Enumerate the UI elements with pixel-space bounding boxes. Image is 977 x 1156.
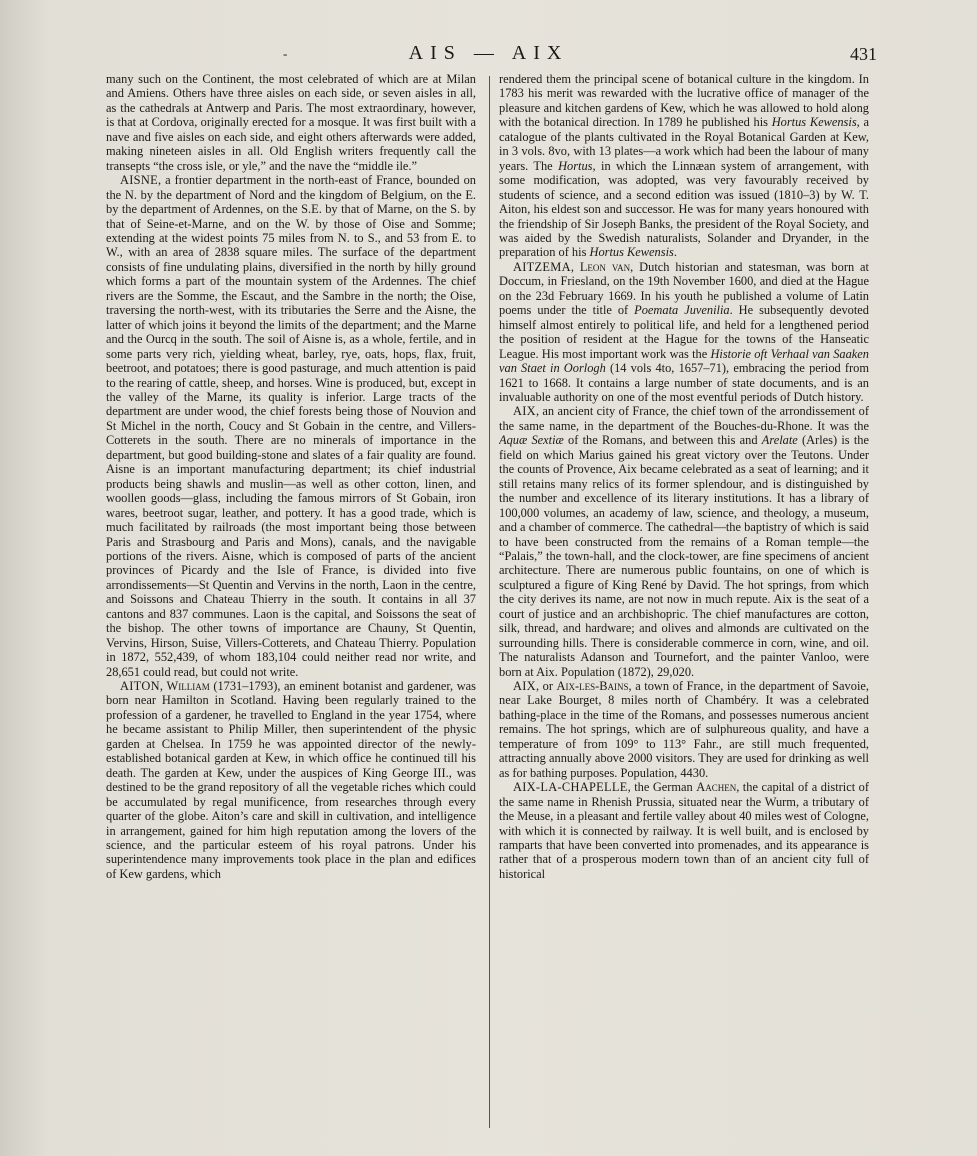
aiton-entry: AITON, William (1731–1793), an eminent botanist and gardener, was born near Hamilton in Scotland. Having been regularly trained to the profession of a gardener, he travelled to England in the year 1754, where he became assistant to Philip Miller, then superintendent of the physic garden at Chelsea. In 1759 he was appointed director of the newly-established botanical garden at Kew, in which office he continued till his death. The garden at Kew, under the auspices of King George III., was destined to be the grand repository of all the vegetable riches which could be accumulated by regal munificence, from researches through every quarter of the globe. Aiton’s care and skill in cultivation, and intelligence in arrangement, gained for him high reputation among the lovers of the science, and the particular esteem of his royal patrons. Under his superintendence many improvements took place in the plan and edifices of Kew gardens, which (106, 679, 476, 881)
aisle-entry-continuation: many such on the Continent, the most celebrated of which are at Milan and Amiens. Others have three aisles on each side, or seven aisles in all, as the cathedrals at Antwerp and Paris. The most extraordinary, however, is that at Cordova, originally erected for a mosque. It was first built with a nave and five aisles on each side, and eight others afterwards were added, making nineteen aisles in all. Old English writers frequently call the transepts “the cross isle, or yle,” and the nave the “middle ile.” (106, 72, 476, 173)
aix-text-b: of the Romans, and between this and (563, 433, 762, 448)
aix-text-a: , an ancient city of France, the chief town of the arrondissement of the same name, in the department of the Bouches-du-Rhone. It was the (499, 404, 869, 433)
poemata-title: Poemata Juvenilia (634, 303, 730, 318)
aix-headword: AIX (513, 404, 536, 419)
aiton-cont-text-c: , in which the Linnæan system of arrangement, with some modification, was adopted, was very favourably received by students of science, and a second edition was issued (1810–3) by W. T. Aiton, his eldest son and successor. He was for many years honoured with the friendship of Sir Joseph Banks, the president of the Royal Society, and was aided by the Swedish naturalists, Solander and Dryander, in the preparation of his (499, 158, 869, 260)
aisne-text: , a frontier department in the north-east of France, bounded on the N. by the department of Nord and the kingdom of Belgium, on the E. by the department of Ardennes, on the S.E. by that of Marne, on the S. by that of Seine-et-Marne, and on the W. by those of Oise and Somme; extending at the widest points 75 miles from N. to S., and 53 from E. to W., with an area of 2838 square miles. The surface of the department consists of fine undulating plains, diversified in the north by hilly ground which forms a part of the mountain system of the Ardennes. The chief rivers are the Somme, the Escaut, and the Sambre in the north; the Oise, traversing the north-west, with its tributaries the Serre and the Aisne, the latter of which joins it beyond the limits of the department; and the Marne and the Ourcq in the south. The soil of Aisne is, as a whole, fertile, and in some parts very rich, yielding wheat, barley, rye, oats, hops, flax, fruit, beetroot, and potatoes; there is good pasturage, and much attention is paid to the rearing of cattle, sheep, and horses. Wine is produced, but, except in the valley of the Marne, its quality is inferior. Large tracts of the department are under wood, the chief forests being those of Nouvion and St Michel in the north, Coucy and St Gobain in the centre, and Villers-Cotterets in the south. There are no minerals of importance in the department, but good building-stone and slates of a fair quality are found. Aisne is an important manufacturing department; its chief industrial products being shawls and muslin—as well as other cotton, linen, and woollen goods—glass, including the famous mirrors of St Gobain, iron wares, beetroot sugar, leather, and pottery. It has a good trade, which is much facilitated by railroads (the most important being those between Paris and Strasbourg and Paris and Mons), canals, and the navigable portions of the rivers. Aisne, which is composed of parts of the ancient provinces of Picardy and the Isle of France, is divided into five arrondissements—St Quentin and Vervins in the north, Laon in the centre, and Soissons and Chateau Thierry in the south. It contains in all 37 cantons and 837 communes. Laon is the capital, and Soissons the seat of the bishop. The other towns of importance are Chauny, St Quentin, Vervins, Hirson, Suise, Villers-Cotterets, and Chateau Thierry. Population in 1872, 552,439, of whom 183,104 could neither read nor write, and 28,651 could read, but could not write. (106, 173, 476, 679)
aiton-forename: William (166, 679, 210, 694)
aitzema-text-c: (14 vols 4to, 1657–71), embracing the period from 1621 to 1668. It contains a large number of state documents, and is an invaluable authority on one of the most eventful periods of Dutch history. (499, 361, 869, 404)
column-divider (489, 76, 490, 1128)
aitzema-headword: AITZEMA (513, 259, 571, 274)
aix-les-bains-text: , a town of France, in the department of Savoie, near Lake Bourget, 8 miles north of Chambéry. It was a celebrated bathing-place in the time of the Romans, and possesses numerous ancient remains. The hot springs, which are of sulphureous quality, and have a temperature of from 109° to 113° Fahr., are still much frequented, attracting annually above 2000 visitors. They are used for drinking as well as for bathing purposes. Population, 4430. (499, 679, 869, 780)
aix-la-chapelle-headword: AIX-LA-CHAPELLE (513, 780, 628, 795)
running-title: AIS — AIX (408, 42, 569, 64)
page-number: 431 (850, 44, 877, 64)
aitzema-forename: Leon van (579, 259, 631, 274)
aitzema-entry: AITZEMA, Leon van, Dutch historian and statesman, was born at Doccum, in Friesland, on the 19th November 1600, and died at the Hague on the 23d February 1669. In his youth he published a volume of Latin poems under the title of Poemata Juvenilia. He subsequently devoted himself almost entirely to political life, and held for a lengthened period the position of resident at the Hague for the towns of the Hanseatic League. His most important work was the Historie oft Verhaal van Saaken van Staet in Oorlogh (14 vols 4to, 1657–71), embracing the period from 1621 to 1668. It contains a large number of state documents, and is an invaluable authority on one of the most eventful periods of Dutch history. (499, 259, 869, 404)
right-column (499, 72, 869, 1134)
aiton-entry-continuation (499, 72, 869, 260)
header-dash: - (283, 46, 288, 61)
aachen-name: Aachen (696, 780, 737, 795)
aiton-text: (1731–1793), an eminent botanist and gardener, was born near Hamilton in Scotland. Having been regularly trained to the profession of a gardener, he travelled to England in the year 1754, where he became assistant to Philip Miller, then superintendent of the physic garden at Chelsea. In 1759 he was appointed director of the newly-established botanical garden at Kew, in which office he continued till his death. The garden at Kew, under the auspices of King George III., was destined to be the grand repository of all the vegetable riches which could be accumulated by regal munificence, from researches through every quarter of the globe. Aiton’s care and skill in cultivation, and intelligence in arrangement, gained for him high reputation among the lovers of the science, and the particular esteem of his royal patrons. Under his superintendence many improvements took place in the plan and edifices of Kew gardens, which (106, 679, 476, 881)
hortus-kewensis-title: Hortus Kewensis (771, 115, 857, 130)
left-column (106, 72, 476, 1134)
aix-la-chapelle-text-b: , the capital of a district of the same name in Rhenish Prussia, situated near the Wurm, a tributary of the Meuse, in a pleasant and fertile valley about 40 miles west of Cologne, with which it is connected by railway. It is well built, and is enclosed by ramparts that have been converted into promenades, and its appearance is rather that of a prosperous modern town than of an ancient city full of historical (499, 780, 869, 881)
aix-les-bains-or: , or (535, 679, 557, 694)
aiton-cont-text-a: rendered them the principal scene of botanical culture in the kingdom. In 1783 his merit was rewarded with the lucrative office of manager of the pleasure and kitchen gardens of Kew, which he was allowed to hold along with the botanical direction. In 1789 he published his (499, 72, 869, 130)
arelate: Arelate (761, 433, 798, 448)
aix-les-bains-headword: AIX (513, 679, 536, 694)
aiton-cont-text-b: , a catalogue of the plants cultivated in the Royal Botanical Garden at Kew, in 3 vols. 8vo, with 13 plates—a work which had been the labour of many years. The (499, 115, 869, 173)
aisne-headword: AISNE (120, 173, 158, 188)
aitzema-text-a: , Dutch historian and statesman, was born at Doccum, in Friesland, on the 19th November 1600, and died at the Hague on the 23d February 1669. In his youth he published a volume of Latin poems under the title of (499, 259, 869, 318)
hortus-kewensis-title-2: Hortus Kewensis (589, 245, 674, 260)
aiton-headword: AITON (120, 679, 160, 694)
historie-title: Historie oft Verhaal van Saaken van Staet in Oorlogh (499, 346, 869, 376)
aix-la-chapelle-entry (499, 780, 869, 881)
aix-les-bains-alt-name: Aix-les-Bains (556, 679, 629, 694)
aquae-sextiae: Aquæ Sextiæ (499, 433, 564, 448)
aix-entry (499, 404, 869, 679)
aix-la-chapelle-text-a: , the German (627, 780, 697, 795)
aitzema-text-b: . He subsequently devoted himself almost entirely to political life, and held for a lengthened period the position of resident at the Hague for the towns of the Hanseatic League. His most important work was the (499, 303, 869, 361)
aix-text-c: (Arles) is the field on which Marius gained his great victory over the Teutons. Under the counts of Provence, Aix became celebrated as a seat of learning; and it still retains many relics of its former splendour, and is distinguished by the number and excellence of its literary institutions. It has a library of 100,000 volumes, an academy of law, science, and theology, a museum, and a chamber of commerce. The cathedral—the baptistry of which is said to have been constructed from the remains of a Roman temple—the “Palais,” the town-hall, and the clock-tower, are fine specimens of ancient architecture. There are numerous public fountains, on one of which is sculptured a figure of King René by David. The hot springs, from which the city derives its name, are not now in much repute. Aix is the seat of a court of justice and an archbishopric. The chief manufactures are cotton, silk, thread, and hardware; and olives and almonds are cultivated on the surrounding hills. There is considerable commerce in corn, wine, and oil. The naturalists Adanson and Tournefort, and the painter Vanloo, were born at Aix. Population (1872), 29,020. (499, 433, 869, 679)
aix-les-bains-entry (499, 679, 869, 780)
aiton-cont-text-d: . (673, 245, 677, 260)
hortus-title: Hortus (558, 158, 593, 173)
running-header (0, 42, 977, 68)
aisne-entry (106, 173, 476, 679)
